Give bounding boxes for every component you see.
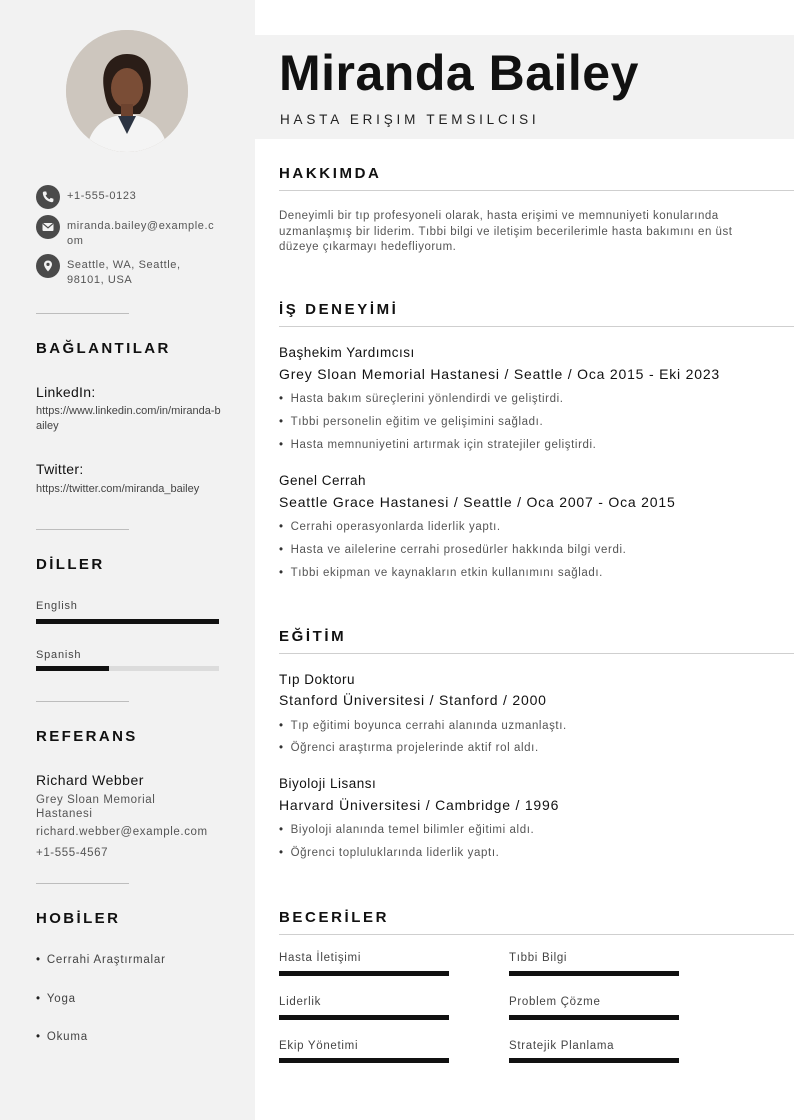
address-text: Seattle, WA, Seattle, 98101, USA xyxy=(67,259,181,286)
job-bullet: • Hasta ve ailelerine cerrahi prosedürler hakkında bilgi verdi. xyxy=(279,544,627,556)
job-subtitle: Seattle Grace Hastanesi / Seattle / Oca 2007 - Oca 2015 xyxy=(279,494,676,510)
contact-email xyxy=(36,215,226,249)
degree-bullet: • Öğrenci topluluklarında liderlik yaptı. xyxy=(279,847,500,859)
skill-name: Hasta İletişimi xyxy=(279,952,362,964)
skill-level-bar xyxy=(279,1015,449,1020)
skill-name: Liderlik xyxy=(279,996,322,1008)
job-title: Başhekim Yardımcısı xyxy=(279,345,415,360)
avatar xyxy=(66,30,188,152)
divider xyxy=(36,313,129,314)
hobby-item: • Yoga xyxy=(36,993,76,1005)
contact-phone xyxy=(36,185,226,209)
skill-level-bar xyxy=(509,1015,679,1020)
hobby-item: • Okuma xyxy=(36,1031,88,1043)
job-bullet: • Tıbbi personelin eğitim ve gelişimini sağladı. xyxy=(279,416,544,428)
language-level-bar xyxy=(36,666,219,671)
bullet-text: Hasta memnuniyetini artırmak için stratejiler geliştirdi. xyxy=(290,439,597,451)
section-divider xyxy=(279,190,794,191)
skill-name: Ekip Yönetimi xyxy=(279,1040,359,1052)
job-bullet: • Hasta bakım süreçlerini yönlendirdi ve geliştirdi. xyxy=(279,393,564,405)
languages-heading: DİLLER xyxy=(36,556,105,573)
degree-title: Tıp Doktoru xyxy=(279,672,356,687)
degree-bullet: • Biyoloji alanında temel bilimler eğitimi aldı. xyxy=(279,824,535,836)
reference-name: Richard Webber xyxy=(36,772,144,788)
divider xyxy=(36,529,129,530)
reference-heading: REFERANS xyxy=(36,728,138,745)
hobbies-heading: HOBİLER xyxy=(36,910,121,927)
about-text: Deneyimli bir tıp profesyoneli olarak, hasta erişimi ve memnuniyeti konularında uzmanlaşmış bir liderim. Tıbbi bilgi ve iletişim becerilerimle hasta bakımını en üst düzeye çıkarmayı hedefliyorum. xyxy=(279,210,733,253)
sidebar xyxy=(0,0,255,1120)
bullet-text: Tıbbi ekipman ve kaynakların etkin kullanımını sağladı. xyxy=(290,567,603,579)
skill-level-fill xyxy=(279,1015,449,1020)
bullet-text: Hasta ve ailelerine cerrahi prosedürler hakkında bilgi verdi. xyxy=(290,544,627,556)
reference-email: richard.webber@example.com xyxy=(36,826,208,838)
bullet-text: Tıp eğitimi boyunca cerrahi alanında uzmanlaştı. xyxy=(290,720,567,732)
phone-text: +1-555-0123 xyxy=(67,190,137,202)
skill-level-fill xyxy=(509,1058,679,1063)
main-content xyxy=(255,0,794,1120)
skill-level-fill xyxy=(279,971,449,976)
hobby-item: • Cerrahi Araştırmalar xyxy=(36,954,166,966)
section-divider xyxy=(279,934,794,935)
job-bullet: • Tıbbi ekipman ve kaynakların etkin kullanımını sağladı. xyxy=(279,567,603,579)
skill-level-fill xyxy=(509,971,679,976)
job-subtitle: Grey Sloan Memorial Hastanesi / Seattle / Oca 2015 - Eki 2023 xyxy=(279,366,720,382)
skills-heading: BECERİLER xyxy=(279,909,390,926)
degree-bullet: • Tıp eğitimi boyunca cerrahi alanında uzmanlaştı. xyxy=(279,720,567,732)
language-level-bar xyxy=(36,619,219,624)
language-name: English xyxy=(36,600,78,612)
job-title: Genel Cerrah xyxy=(279,473,367,488)
bullet-text: Hasta bakım süreçlerini yönlendirdi ve geliştirdi. xyxy=(290,393,564,405)
skill-level-fill xyxy=(509,1015,679,1020)
bullet-text: Öğrenci topluluklarında liderlik yaptı. xyxy=(290,847,500,859)
section-divider xyxy=(279,653,794,654)
twitter-label: Twitter: xyxy=(36,461,84,477)
bullet-text: Öğrenci araştırma projelerinde aktif rol aldı. xyxy=(290,742,539,754)
hobby-label: Yoga xyxy=(46,993,76,1005)
skill-level-bar xyxy=(279,1058,449,1063)
experience-heading: İŞ DENEYİMİ xyxy=(279,301,399,318)
divider xyxy=(36,701,129,702)
hobby-label: Okuma xyxy=(46,1031,88,1043)
person-role: HASTA ERIŞIM TEMSILCISI xyxy=(280,112,540,127)
skill-level-bar xyxy=(509,1058,679,1063)
reference-phone: +1-555-4567 xyxy=(36,847,109,859)
skill-name: Problem Çözme xyxy=(509,996,601,1008)
contact-address xyxy=(36,254,226,288)
reference-org: Grey Sloan Memorial Hastanesi xyxy=(36,794,156,820)
linkedin-link[interactable]: https://www.linkedin.com/in/miranda-bailey xyxy=(36,405,221,432)
email-text: miranda.bailey@example.com xyxy=(67,220,215,247)
links-heading: BAĞLANTILAR xyxy=(36,340,171,357)
language-level-fill xyxy=(36,666,109,671)
degree-subtitle: Harvard Üniversitesi / Cambridge / 1996 xyxy=(279,797,560,813)
education-heading: EĞİTİM xyxy=(279,628,347,645)
language-level-fill xyxy=(36,619,219,624)
job-bullet: • Cerrahi operasyonlarda liderlik yaptı. xyxy=(279,521,501,533)
about-heading: HAKKIMDA xyxy=(279,165,382,182)
profile-photo xyxy=(66,30,188,152)
bullet-text: Cerrahi operasyonlarda liderlik yaptı. xyxy=(290,521,501,533)
phone-icon xyxy=(36,185,60,209)
job-bullet: • Hasta memnuniyetini artırmak için stratejiler geliştirdi. xyxy=(279,439,597,451)
language-name: Spanish xyxy=(36,649,82,661)
divider xyxy=(36,883,129,884)
email-icon xyxy=(36,215,60,239)
section-divider xyxy=(279,326,794,327)
degree-subtitle: Stanford Üniversitesi / Stanford / 2000 xyxy=(279,692,547,708)
hobby-label: Cerrahi Araştırmalar xyxy=(46,954,166,966)
person-name: Miranda Bailey xyxy=(279,45,639,101)
degree-title: Biyoloji Lisansı xyxy=(279,776,377,791)
bullet-text: Tıbbi personelin eğitim ve gelişimini sağladı. xyxy=(290,416,544,428)
skill-level-bar xyxy=(279,971,449,976)
skill-level-fill xyxy=(279,1058,449,1063)
bullet-text: Biyoloji alanında temel bilimler eğitimi aldı. xyxy=(290,824,535,836)
location-pin-icon xyxy=(36,254,60,278)
skill-name: Stratejik Planlama xyxy=(509,1040,615,1052)
skill-level-bar xyxy=(509,971,679,976)
skill-name: Tıbbi Bilgi xyxy=(509,952,568,964)
linkedin-label: LinkedIn: xyxy=(36,384,96,400)
degree-bullet: • Öğrenci araştırma projelerinde aktif rol aldı. xyxy=(279,742,539,754)
twitter-link[interactable]: https://twitter.com/miranda_bailey xyxy=(36,483,200,495)
